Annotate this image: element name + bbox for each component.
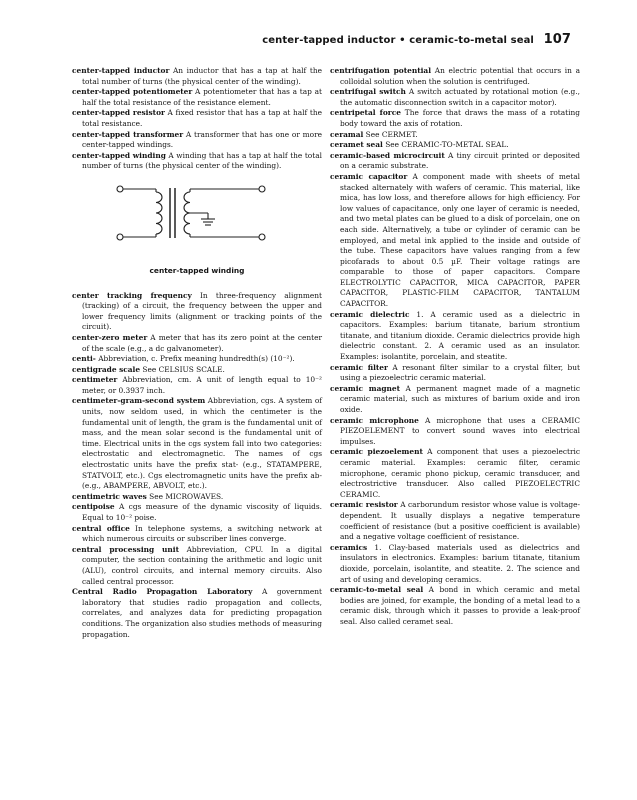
entry-term: centigrade scale	[72, 364, 141, 374]
entry-definition: See MICROWAVES.	[146, 491, 224, 501]
entry-definition: In three-frequency alignment (tracking) of a circuit, the frequency between the upper and lower frequency limits (alignment or tracking points of the circuit).	[82, 290, 322, 332]
glossary-entry	[72, 545, 322, 587]
right-column	[330, 66, 580, 627]
entry-term: ceramics	[330, 542, 368, 552]
entry-definition: An inductor that has a tap at half the total number of turns (the physical center of the winding).	[82, 66, 322, 86]
glossary-entry	[72, 354, 322, 365]
entry-term: ceramic magnet	[330, 383, 401, 393]
entry-definition: See CERAMIC-TO-METAL SEAL.	[382, 140, 509, 150]
entry-term: central processing unit	[72, 544, 179, 554]
entry-definition: Abbreviation, cgs. A system of units, now seldom used, in which the centimeter is the fundamental unit of length, the gram is the fundamental unit of mass, and the mean solar second is the fundamental unit of time. Electrical units in the cgs system fall into two categories: electrostatic and electromagnetic. The names of cgs electrostatic units have the prefix stat- (e.g., STATAMPERE, STATVOLT, etc.). Cgs electromagnetic units have the prefix ab- (e.g., ABAMPERE, ABVOLT, etc.).	[82, 396, 323, 491]
glossary-entry	[72, 375, 322, 396]
running-head-text: center-tapped inductor • ceramic-to-metal seal	[262, 35, 534, 46]
glossary-entry	[72, 524, 322, 545]
entry-term: ceramic dielectric	[330, 309, 410, 319]
glossary-entry	[330, 151, 580, 172]
glossary-entry	[330, 363, 580, 384]
entry-definition: An electric potential that occurs in a colloidal solution when the solution is centrifuged.	[340, 66, 581, 86]
entry-term: ceramic piezoelement	[330, 447, 423, 457]
entry-term: centimeter	[72, 375, 118, 385]
entry-definition: A transformer that has one or more center-tapped windings.	[82, 129, 323, 150]
glossary-entry	[72, 66, 322, 87]
entry-term: centi-	[72, 354, 96, 364]
entry-term: centrifugal switch	[330, 87, 406, 97]
glossary-entry	[330, 108, 580, 129]
entry-definition: 1. A ceramic used as a dielectric in capacitors. Examples: barium titanate, barium strontium titanate, and titanium dioxide. Ceramic dielectrics provide high dielectric constant. 2. A ceramic used as an insulator. Examples: isolantite, porcelain, and steatite.	[340, 309, 580, 362]
entry-definition: Abbreviation, cm. A unit of length equal to 10⁻² meter, or 0.3937 inch.	[82, 375, 322, 395]
entry-definition: A cgs measure of the dynamic viscosity of liquids. Equal to 10⁻² poise.	[82, 502, 322, 522]
entry-definition: Abbreviation, CPU. In a digital computer, the section containing the arithmetic and logic unit (ALU), control circuits, and internal memory circuits. Also called central processor.	[82, 544, 322, 586]
entry-definition: A resonant filter similar to a crystal filter, but using a piezoelectric ceramic material.	[340, 362, 581, 383]
glossary-entry	[330, 172, 580, 310]
glossary-entry	[72, 291, 322, 333]
entry-term: center-zero meter	[72, 332, 148, 342]
entry-definition: A winding that has a tap at half the total number of turns (the physical center of the winding).	[82, 150, 322, 171]
entry-definition: A meter that has its zero point at the center of the scale (e.g., a dc galvanometer).	[82, 332, 322, 353]
running-header	[66, 32, 571, 47]
entry-term: ceramic resistor	[330, 500, 398, 510]
entry-term: ceramic-to-metal seal	[330, 585, 424, 595]
entry-term: ceramic microphone	[330, 415, 419, 425]
entry-definition: A fixed resistor that has a tap at half the total resistance.	[82, 108, 322, 128]
glossary-entry	[330, 310, 580, 363]
glossary-entry	[330, 447, 580, 500]
entry-term: ceramic-based microcircuit	[330, 150, 445, 160]
entry-term: centipoise	[72, 502, 115, 512]
glossary-entry	[330, 384, 580, 416]
entry-definition: The force that draws the mass of a rotating body toward the axis of rotation.	[340, 108, 580, 128]
entry-term: ceramic filter	[330, 362, 388, 372]
entry-definition: See CERMET.	[363, 129, 418, 139]
glossary-entry	[330, 416, 580, 448]
glossary-entry	[72, 108, 322, 129]
entry-term: centripetal force	[330, 108, 401, 118]
glossary-entry	[72, 492, 322, 503]
glossary-entry	[330, 585, 580, 627]
entry-definition: A component that uses a piezoelectric ceramic material. Examples: ceramic filter, ceramic microphone, ceramic phono pickup, ceramic transducer, and electrostrictive transducer. Also called PIEZOELECTRIC CERAMIC.	[340, 447, 580, 499]
glossary-entry	[330, 500, 580, 542]
entry-definition: A permanent magnet made of a magnetic ceramic material, such as mixtures of barium oxide and iron oxide.	[340, 383, 581, 414]
entry-definition: A tiny circuit printed or deposited on a ceramic substrate.	[340, 150, 581, 171]
entry-definition: A potentiometer that has a tap at half the total resistance of the resistance element.	[82, 87, 322, 107]
entry-term: ceramic capacitor	[330, 171, 408, 181]
entry-term: centimeter-gram-second system	[72, 396, 206, 406]
entry-term: center-tapped potentiometer	[72, 87, 193, 97]
entry-definition: A microphone that uses a CERAMIC PIEZOELEMENT to convert sound waves into electrical impulses.	[340, 415, 580, 446]
left-column	[72, 66, 322, 640]
entry-term: center-tapped winding	[72, 150, 166, 160]
figure-caption: center-tapped winding	[149, 265, 245, 275]
glossary-entry	[72, 130, 322, 151]
entry-definition: A carborundum resistor whose value is voltage-dependent. It usually displays a negative temperature coefficient of resistance (but a positive coefficient is available) and a negative voltage coefficient of resistance.	[340, 500, 580, 542]
center-tapped-winding-schematic	[104, 176, 294, 254]
glossary-entry	[72, 151, 322, 172]
glossary-entry	[72, 396, 322, 491]
entry-definition: A bond in which ceramic and metal bodies are joined, for example, the bonding of a metal lead to a ceramic disk, through which it passes to provide a leak-proof seal. Also called ceramet seal.	[340, 585, 580, 626]
glossary-entry	[330, 66, 580, 87]
entry-term: Central Radio Propagation Laboratory	[72, 587, 253, 597]
glossary-entry	[72, 502, 322, 523]
entry-term: central office	[72, 523, 130, 533]
glossary-entry	[72, 87, 322, 108]
entry-term: centimetric waves	[72, 491, 147, 501]
entry-definition: A component made with sheets of metal stacked alternately with wafers of ceramic. This material, like mica, has low loss, and therefore allows for high efficiency. For low values of capacitance, only one layer of ceramic is needed, and two metal plates can be glued to a disk of porcelain, one on each side. Alternatively, a tube or cylinder of ceramic can be employed, and metal ink applied to the inside and outside of the tube. These capacitors have values ranging from a few picofarads to about 0.5 µF. Their voltage ratings are comparable to those of paper capacitors. Compare ELECTROLYTIC CAPACITOR, MICA CAPACITOR, PAPER CAPACITOR, PLASTIC-FILM CAPACITOR, TANTALUM CAPACITOR.	[340, 171, 580, 309]
glossary-entry	[72, 365, 322, 376]
entry-definition: A switch actuated by rotational motion (e.g., the automatic disconnection switch in a capacitor motor).	[340, 87, 580, 107]
glossary-entry	[330, 87, 580, 108]
entry-term: ceramet seal	[330, 140, 383, 150]
entry-term: center-tapped inductor	[72, 66, 170, 75]
center-tapped-winding-figure	[72, 176, 322, 258]
entry-term: ceramal	[330, 129, 364, 139]
glossary-entry	[72, 587, 322, 640]
glossary-entry	[330, 543, 580, 585]
glossary-entry	[330, 130, 580, 141]
glossary-entry	[72, 333, 322, 354]
entry-term: center-tapped resistor	[72, 108, 165, 118]
entry-term: centrifugation potential	[330, 66, 432, 75]
entry-definition: 1. Clay-based materials used as dielectrics and insulators in electronics. Examples: barium titanate, titanium dioxide, porcelain, isolantite, and steatite. 2. The science and art of using and developing ceramics.	[340, 542, 580, 584]
entry-definition: Abbreviation, c. Prefix meaning hundredth(s) (10⁻²).	[95, 354, 295, 364]
entry-term: center tracking frequency	[72, 290, 192, 300]
entry-definition: In telephone systems, a switching network at which numerous circuits or subscriber lines converge.	[82, 523, 322, 544]
page-number: 107	[543, 32, 571, 47]
entry-definition: A government laboratory that studies radio propagation and collects, correlates, and analyzes data for predicting propagation conditions. The organization also studies methods of measuring propagation.	[82, 587, 323, 639]
glossary-entry	[330, 140, 580, 151]
entry-term: center-tapped transformer	[72, 129, 184, 139]
entry-definition: See CELSIUS SCALE.	[140, 364, 225, 374]
